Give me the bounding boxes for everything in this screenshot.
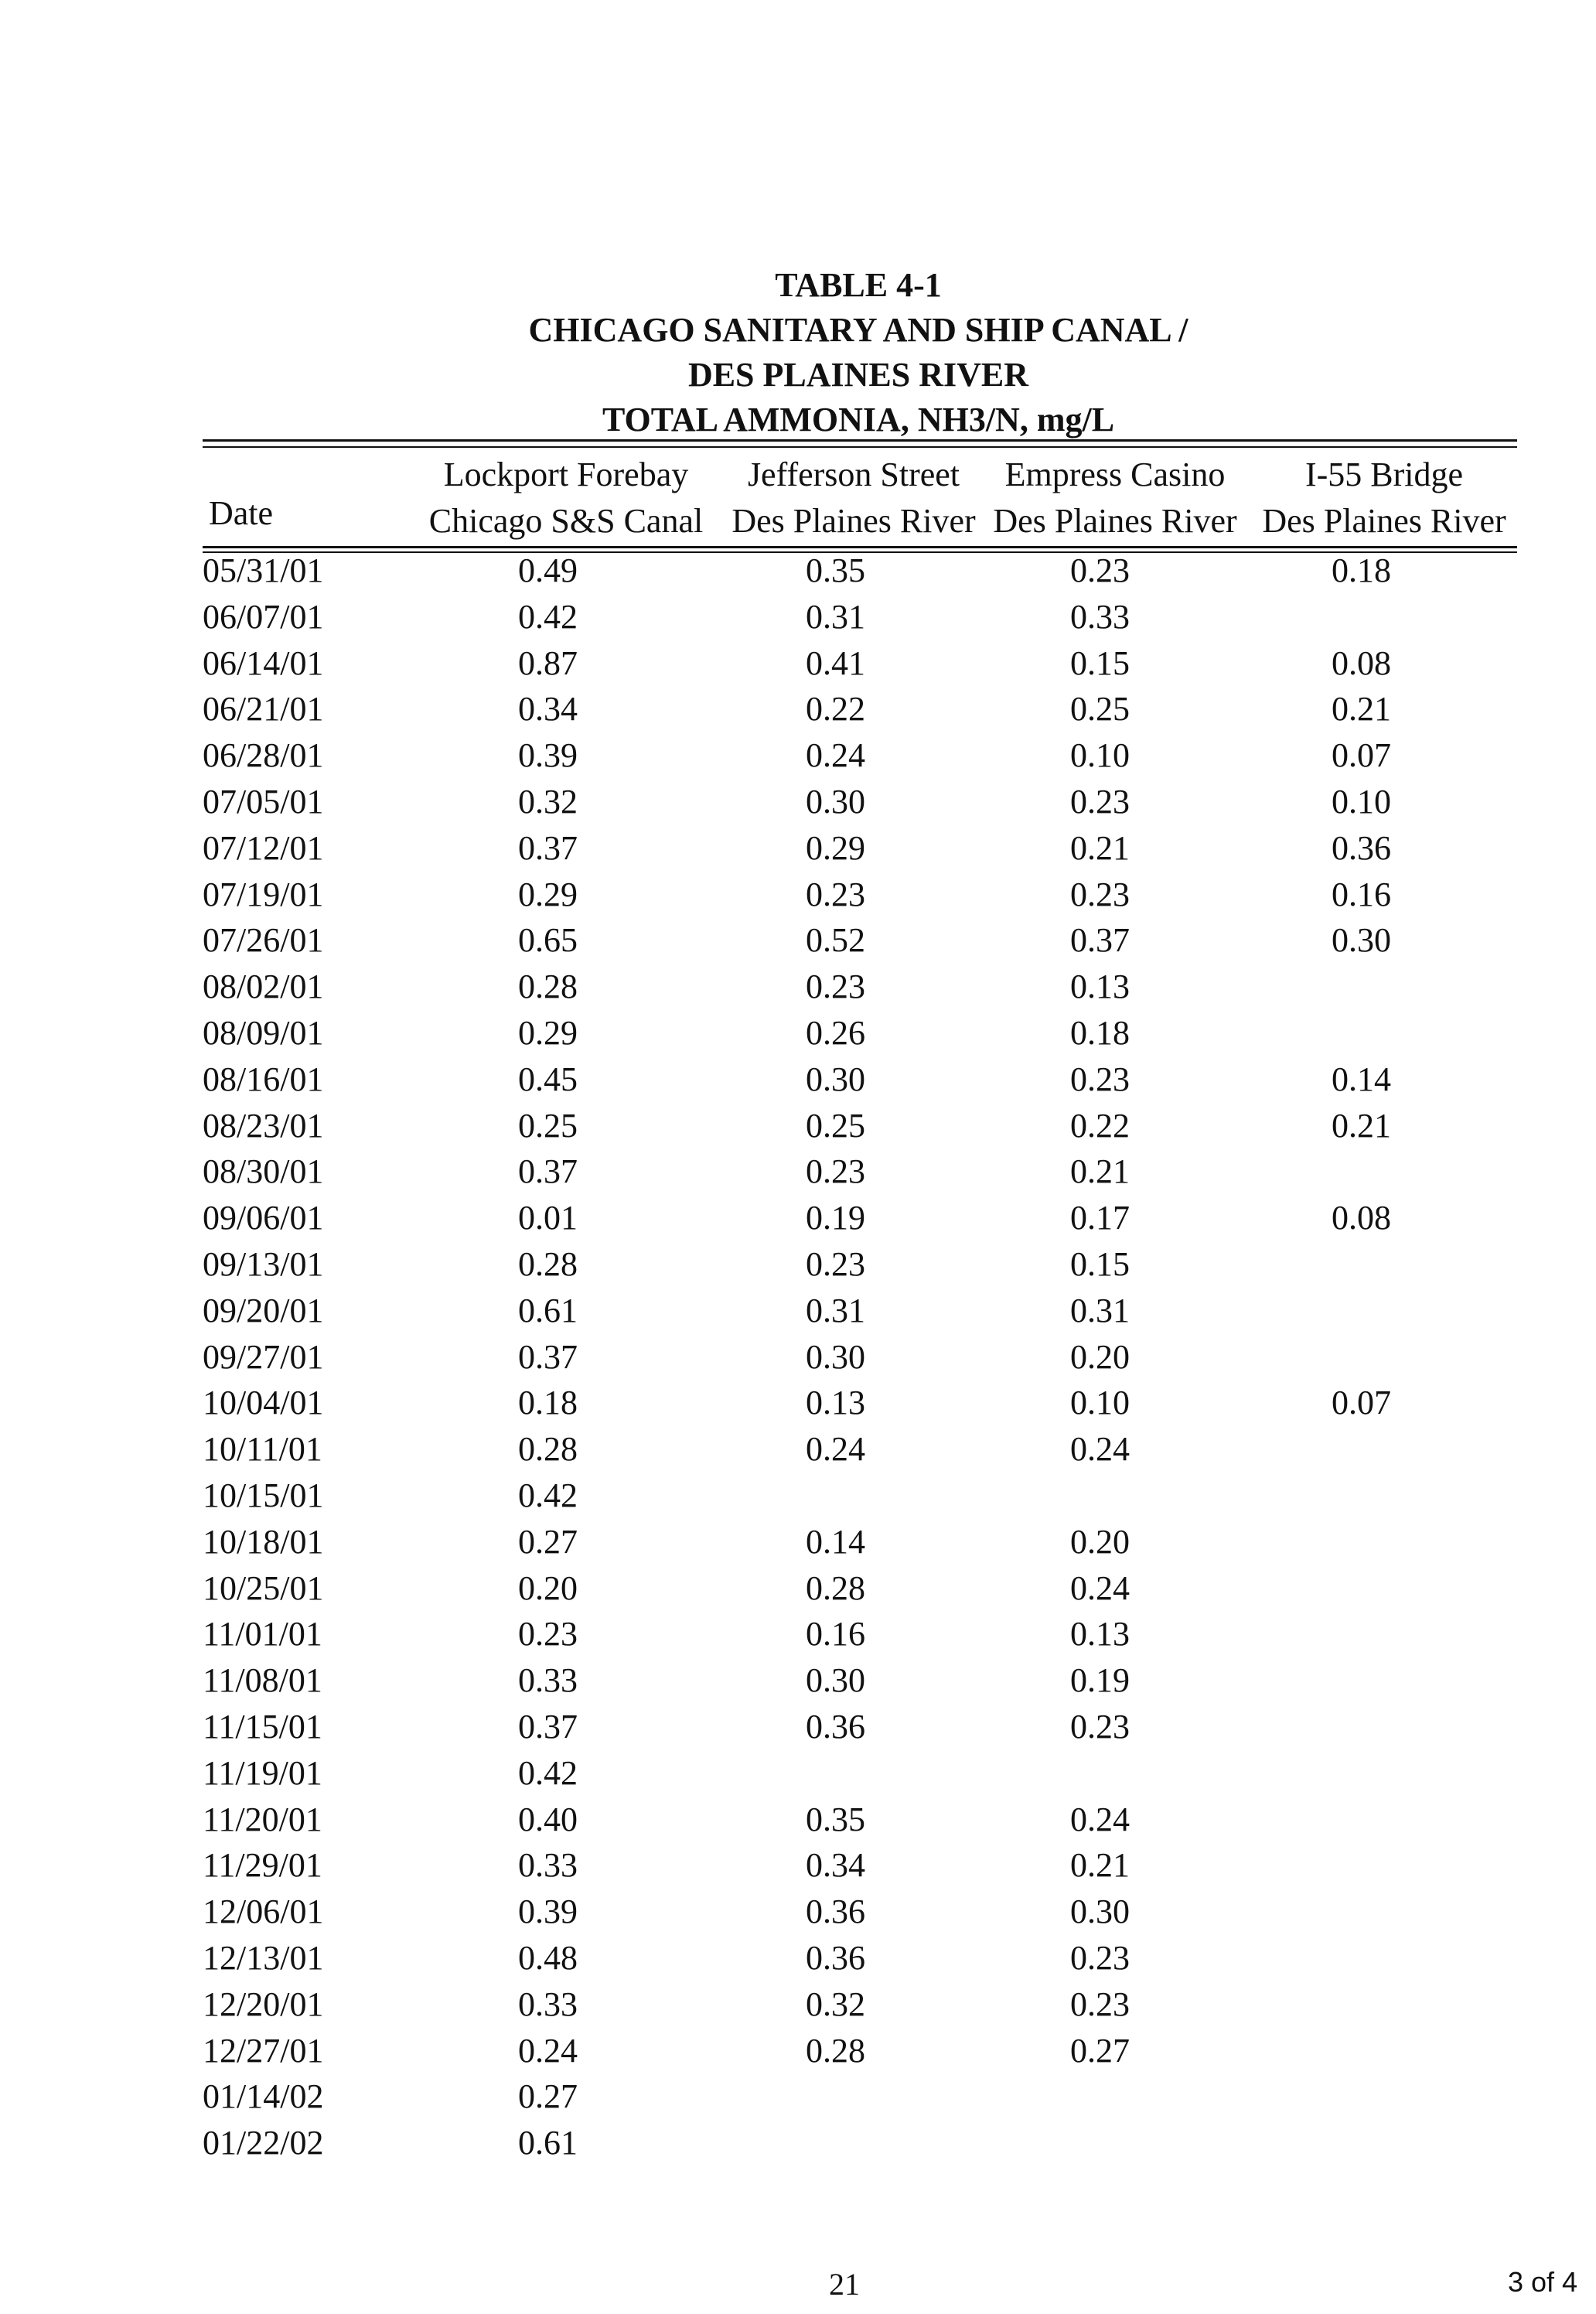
cell-lockport: 0.42 <box>518 1476 578 1514</box>
cell-date: 07/05/01 <box>203 782 324 821</box>
cell-date: 12/06/01 <box>203 1892 324 1931</box>
table-body <box>0 551 1596 2169</box>
cell-i55: 0.14 <box>1332 1060 1391 1098</box>
cell-jefferson: 0.13 <box>806 1384 865 1422</box>
table-top-rule <box>203 439 1517 442</box>
cell-lockport: 0.28 <box>518 968 578 1006</box>
cell-date: 11/01/01 <box>203 1615 322 1654</box>
table-row <box>0 1938 1596 1985</box>
cell-jefferson: 0.32 <box>806 1985 865 2023</box>
cell-jefferson: 0.23 <box>806 968 865 1006</box>
cell-empress: 0.23 <box>1070 1938 1130 1977</box>
cell-empress: 0.10 <box>1070 736 1130 775</box>
column-header-i55-line2: Des Plaines River <box>1262 502 1506 540</box>
title-line-parameter: TOTAL AMMONIA, NH3/N, mg/L <box>602 401 1115 439</box>
cell-empress: 0.23 <box>1070 782 1130 821</box>
cell-empress: 0.21 <box>1070 1152 1130 1191</box>
table-row <box>0 1568 1596 1615</box>
cell-date: 06/28/01 <box>203 736 324 775</box>
table-title <box>0 263 1596 442</box>
cell-empress: 0.21 <box>1070 828 1130 867</box>
cell-jefferson: 0.36 <box>806 1707 865 1746</box>
page-count: 3 of 4 <box>1508 2266 1578 2298</box>
cell-empress: 0.10 <box>1070 1384 1130 1422</box>
table-row <box>0 1660 1596 1707</box>
cell-i55: 0.30 <box>1332 921 1391 960</box>
cell-lockport: 0.27 <box>518 1522 578 1561</box>
cell-date: 11/19/01 <box>203 1753 322 1792</box>
cell-empress: 0.23 <box>1070 875 1130 913</box>
column-header-i55-line1: I-55 Bridge <box>1304 456 1464 493</box>
cell-date: 07/26/01 <box>203 921 324 960</box>
table-row <box>0 2031 1596 2077</box>
table-row <box>0 1892 1596 1938</box>
table-row <box>0 1244 1596 1291</box>
cell-empress: 0.31 <box>1070 1291 1130 1329</box>
column-header-date: Date <box>209 494 274 532</box>
cell-lockport: 0.20 <box>518 1568 578 1607</box>
cell-lockport: 0.48 <box>518 1938 578 1977</box>
cell-date: 06/07/01 <box>203 597 324 636</box>
cell-lockport: 0.87 <box>518 643 578 682</box>
cell-empress: 0.30 <box>1070 1892 1130 1931</box>
cell-lockport: 0.33 <box>518 1661 578 1700</box>
cell-date: 11/29/01 <box>203 1846 322 1885</box>
table-row <box>0 782 1596 828</box>
cell-lockport: 0.39 <box>518 1892 578 1931</box>
table-row <box>0 2123 1596 2169</box>
table-row <box>0 1060 1596 1106</box>
table-row <box>0 920 1596 967</box>
cell-date: 06/14/01 <box>203 643 324 682</box>
column-header-lockport <box>427 452 705 544</box>
table-row <box>0 1152 1596 1198</box>
cell-date: 09/06/01 <box>203 1199 324 1237</box>
cell-date: 11/15/01 <box>203 1707 322 1746</box>
column-header-empress-line1: Empress Casino <box>1004 456 1226 493</box>
cell-lockport: 0.49 <box>518 551 578 589</box>
cell-jefferson: 0.19 <box>806 1199 865 1237</box>
cell-empress: 0.27 <box>1070 2031 1130 2070</box>
cell-empress: 0.25 <box>1070 690 1130 729</box>
cell-i55: 0.21 <box>1332 1106 1391 1145</box>
table-row <box>0 1753 1596 1800</box>
cell-jefferson: 0.22 <box>806 690 865 729</box>
cell-lockport: 0.37 <box>518 1337 578 1376</box>
cell-date: 12/27/01 <box>203 2031 324 2070</box>
cell-lockport: 0.42 <box>518 1753 578 1792</box>
cell-empress: 0.37 <box>1070 921 1130 960</box>
cell-lockport: 0.29 <box>518 1013 578 1052</box>
cell-date: 05/31/01 <box>203 551 324 589</box>
cell-jefferson: 0.36 <box>806 1892 865 1931</box>
cell-jefferson: 0.52 <box>806 921 865 960</box>
table-row <box>0 1013 1596 1060</box>
cell-jefferson: 0.28 <box>806 1568 865 1607</box>
cell-jefferson: 0.35 <box>806 1800 865 1838</box>
cell-date: 08/30/01 <box>203 1152 324 1191</box>
cell-jefferson: 0.31 <box>806 1291 865 1329</box>
cell-jefferson: 0.29 <box>806 828 865 867</box>
cell-date: 12/20/01 <box>203 1985 324 2023</box>
cell-i55: 0.16 <box>1332 875 1391 913</box>
table-row <box>0 1198 1596 1244</box>
cell-lockport: 0.37 <box>518 1152 578 1191</box>
cell-empress: 0.23 <box>1070 1060 1130 1098</box>
column-header-jefferson <box>714 452 993 544</box>
cell-jefferson: 0.23 <box>806 875 865 913</box>
cell-i55: 0.07 <box>1332 1384 1391 1422</box>
cell-date: 08/09/01 <box>203 1013 324 1052</box>
table-row <box>0 967 1596 1013</box>
cell-lockport: 0.27 <box>518 2077 578 2116</box>
cell-lockport: 0.42 <box>518 597 578 636</box>
cell-lockport: 0.23 <box>518 1615 578 1654</box>
cell-empress: 0.21 <box>1070 1846 1130 1885</box>
table-row <box>0 875 1596 921</box>
cell-jefferson: 0.30 <box>806 1661 865 1700</box>
cell-lockport: 0.32 <box>518 782 578 821</box>
cell-jefferson: 0.26 <box>806 1013 865 1052</box>
column-header-empress <box>976 452 1254 544</box>
cell-empress: 0.13 <box>1070 1615 1130 1654</box>
cell-jefferson: 0.30 <box>806 1337 865 1376</box>
cell-lockport: 0.34 <box>518 690 578 729</box>
header-bottom-rule <box>203 546 1517 548</box>
cell-empress: 0.24 <box>1070 1430 1130 1469</box>
cell-date: 08/23/01 <box>203 1106 324 1145</box>
cell-date: 10/04/01 <box>203 1384 324 1422</box>
table-row <box>0 1985 1596 2031</box>
cell-lockport: 0.61 <box>518 1291 578 1329</box>
cell-empress: 0.23 <box>1070 551 1130 589</box>
cell-empress: 0.19 <box>1070 1661 1130 1700</box>
cell-empress: 0.17 <box>1070 1199 1130 1237</box>
cell-i55: 0.36 <box>1332 828 1391 867</box>
column-header-lockport-line2: Chicago S&S Canal <box>428 502 704 540</box>
cell-date: 10/25/01 <box>203 1568 324 1607</box>
table-row <box>0 828 1596 875</box>
cell-lockport: 0.25 <box>518 1106 578 1145</box>
cell-date: 06/21/01 <box>203 690 324 729</box>
cell-lockport: 0.61 <box>518 2124 578 2162</box>
table-row <box>0 551 1596 597</box>
cell-date: 07/19/01 <box>203 875 324 913</box>
cell-i55: 0.10 <box>1332 782 1391 821</box>
cell-date: 01/14/02 <box>203 2077 324 2116</box>
cell-jefferson: 0.23 <box>806 1244 865 1283</box>
table-top-rule-inner <box>203 446 1517 448</box>
table-row <box>0 2077 1596 2123</box>
table-row <box>0 597 1596 643</box>
cell-empress: 0.23 <box>1070 1985 1130 2023</box>
cell-date: 08/16/01 <box>203 1060 324 1098</box>
cell-empress: 0.20 <box>1070 1522 1130 1561</box>
cell-date: 09/20/01 <box>203 1291 324 1329</box>
cell-jefferson: 0.35 <box>806 551 865 589</box>
cell-i55: 0.21 <box>1332 690 1391 729</box>
cell-date: 09/27/01 <box>203 1337 324 1376</box>
cell-empress: 0.18 <box>1070 1013 1130 1052</box>
page-number: 21 <box>829 2267 860 2302</box>
cell-empress: 0.22 <box>1070 1106 1130 1145</box>
cell-lockport: 0.33 <box>518 1846 578 1885</box>
cell-jefferson: 0.34 <box>806 1846 865 1885</box>
cell-lockport: 0.28 <box>518 1244 578 1283</box>
cell-jefferson: 0.23 <box>806 1152 865 1191</box>
cell-lockport: 0.65 <box>518 921 578 960</box>
cell-lockport: 0.28 <box>518 1430 578 1469</box>
cell-date: 10/11/01 <box>203 1430 322 1469</box>
column-header-jefferson-line2: Des Plaines River <box>732 502 976 540</box>
cell-empress: 0.23 <box>1070 1707 1130 1746</box>
cell-empress: 0.33 <box>1070 597 1130 636</box>
cell-lockport: 0.01 <box>518 1199 578 1237</box>
cell-empress: 0.15 <box>1070 643 1130 682</box>
table-row <box>0 643 1596 690</box>
cell-empress: 0.13 <box>1070 968 1130 1006</box>
table-row <box>0 1476 1596 1522</box>
table-row <box>0 1522 1596 1568</box>
table-row <box>0 1291 1596 1337</box>
cell-i55: 0.08 <box>1332 643 1391 682</box>
cell-date: 01/22/02 <box>203 2124 324 2162</box>
title-line-river: DES PLAINES RIVER <box>687 356 1029 394</box>
cell-date: 11/08/01 <box>203 1661 322 1700</box>
table-row <box>0 1106 1596 1152</box>
cell-jefferson: 0.25 <box>806 1106 865 1145</box>
table-row <box>0 1429 1596 1476</box>
cell-date: 08/02/01 <box>203 968 324 1006</box>
column-header-empress-line2: Des Plaines River <box>993 502 1237 540</box>
title-line-table-number: TABLE 4-1 <box>775 266 942 304</box>
table-row <box>0 1614 1596 1660</box>
cell-jefferson: 0.36 <box>806 1938 865 1977</box>
cell-jefferson: 0.41 <box>806 643 865 682</box>
cell-jefferson: 0.30 <box>806 782 865 821</box>
cell-date: 10/15/01 <box>203 1476 324 1514</box>
cell-jefferson: 0.16 <box>806 1615 865 1654</box>
cell-lockport: 0.37 <box>518 1707 578 1746</box>
cell-jefferson: 0.28 <box>806 2031 865 2070</box>
table-row <box>0 1707 1596 1753</box>
cell-empress: 0.24 <box>1070 1568 1130 1607</box>
cell-jefferson: 0.24 <box>806 736 865 775</box>
cell-lockport: 0.45 <box>518 1060 578 1098</box>
cell-lockport: 0.37 <box>518 828 578 867</box>
table-row <box>0 1845 1596 1892</box>
column-header-lockport-line1: Lockport Forebay <box>443 456 689 493</box>
cell-jefferson: 0.24 <box>806 1430 865 1469</box>
cell-empress: 0.15 <box>1070 1244 1130 1283</box>
cell-i55: 0.07 <box>1332 736 1391 775</box>
cell-empress: 0.24 <box>1070 1800 1130 1838</box>
cell-date: 11/20/01 <box>203 1800 322 1838</box>
table-row <box>0 1383 1596 1429</box>
cell-date: 10/18/01 <box>203 1522 324 1561</box>
cell-jefferson: 0.14 <box>806 1522 865 1561</box>
cell-lockport: 0.24 <box>518 2031 578 2070</box>
cell-lockport: 0.39 <box>518 736 578 775</box>
cell-date: 07/12/01 <box>203 828 324 867</box>
cell-lockport: 0.29 <box>518 875 578 913</box>
cell-i55: 0.08 <box>1332 1199 1391 1237</box>
table-row <box>0 689 1596 735</box>
column-header-i55 <box>1245 452 1523 544</box>
cell-date: 09/13/01 <box>203 1244 324 1283</box>
cell-i55: 0.18 <box>1332 551 1391 589</box>
cell-empress: 0.20 <box>1070 1337 1130 1376</box>
cell-lockport: 0.40 <box>518 1800 578 1838</box>
title-line-canal: CHICAGO SANITARY AND SHIP CANAL / <box>528 311 1188 349</box>
cell-lockport: 0.18 <box>518 1384 578 1422</box>
table-row <box>0 735 1596 782</box>
table-row <box>0 1337 1596 1384</box>
cell-jefferson: 0.31 <box>806 597 865 636</box>
cell-jefferson: 0.30 <box>806 1060 865 1098</box>
cell-date: 12/13/01 <box>203 1938 324 1977</box>
cell-lockport: 0.33 <box>518 1985 578 2023</box>
column-header-jefferson-line1: Jefferson Street <box>747 456 960 493</box>
table-row <box>0 1800 1596 1846</box>
